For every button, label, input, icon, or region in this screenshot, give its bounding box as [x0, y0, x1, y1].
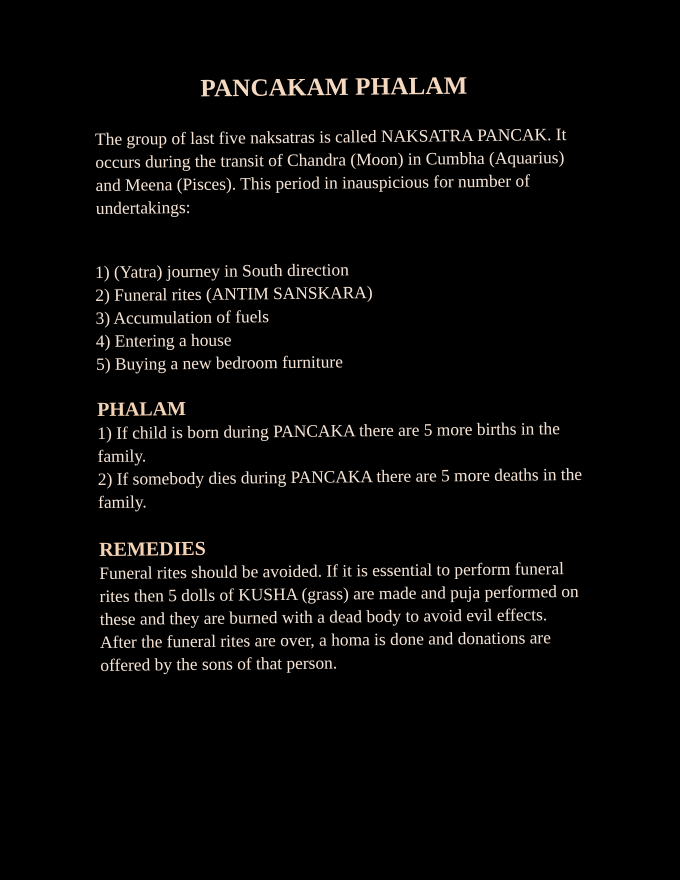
phalam-item: 2) If somebody dies during PANCAKA there are 5 more deaths in the family. [97, 463, 583, 512]
page-title: PANCAKAM PHALAM [200, 72, 468, 103]
phalam-item: 1) If child is born during PANCAKA there are 5 more births in the family. [97, 418, 561, 466]
intro-text: The group of last five naksatras is called NAKSATRA PANCAK. It occurs during the transit of Chandra (Moon) in Cumbha (Aquarius) and Meena (Pisces). This period in inauspicious for number of undertakings: [95, 124, 567, 218]
list-item: 1) (Yatra) journey in South direction [95, 259, 349, 282]
list-item: 3) Accumulation of fuels [95, 306, 270, 328]
undertakings-list [95, 256, 586, 376]
remedies-heading: REMEDIES [99, 537, 206, 561]
intro-paragraph [95, 123, 586, 220]
list-item: 4) Entering a house [95, 329, 232, 351]
phalam-heading: PHALAM [97, 398, 187, 421]
phalam-section [97, 393, 588, 514]
list-item: 2) Funeral rites (ANTIM SANSKARA) [95, 282, 373, 305]
remedies-section [99, 533, 582, 677]
remedies-text: Funeral rites should be avoided. If it is essential to perform funeral rites then 5 dolls of KUSHA (grass) are made and puja performed on these and they are burned with a dead body to avoid evil effects. After the funeral rites are over, a homa is done and donations are offered by the sons of that person. [99, 558, 579, 675]
list-item: 5) Buying a new bedroom furniture [95, 351, 343, 374]
